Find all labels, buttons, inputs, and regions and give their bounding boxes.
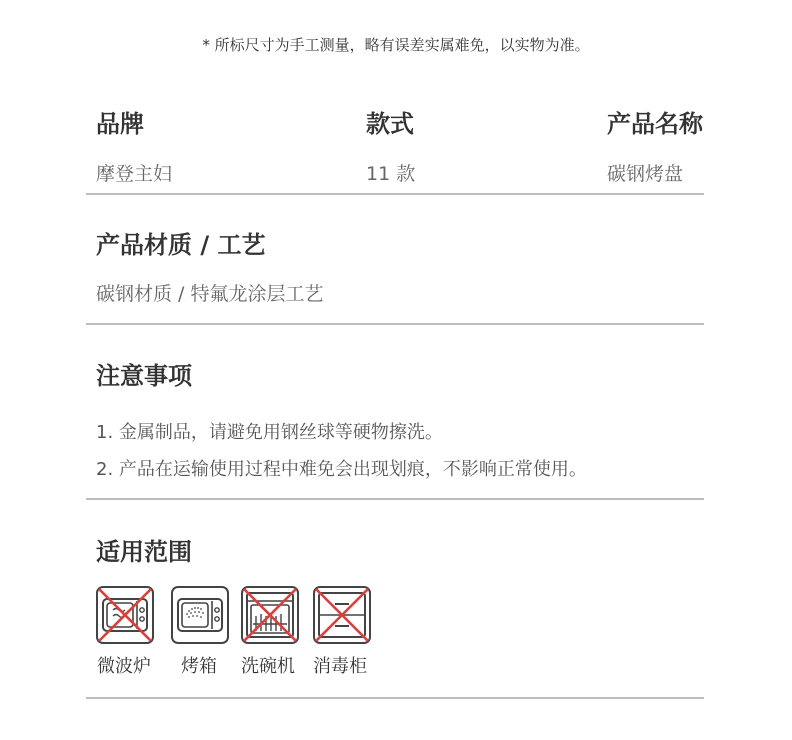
divider xyxy=(86,697,704,699)
product-name-label: 产品名称 xyxy=(607,110,703,138)
dishwasher-label: 洗碗机 xyxy=(241,656,295,677)
divider xyxy=(86,323,704,325)
microwave-label: 微波炉 xyxy=(97,656,151,677)
sterilizer-cabinet-icon xyxy=(313,586,371,644)
notice-item: 1. 金属制品，请避免用钢丝球等硬物擦洗。 xyxy=(96,422,443,443)
oven-icon xyxy=(171,586,229,644)
brand-label: 品牌 xyxy=(96,110,144,138)
material-value: 碳钢材质 / 特氟龙涂层工艺 xyxy=(96,283,324,305)
material-title: 产品材质 / 工艺 xyxy=(96,231,266,259)
divider xyxy=(86,193,704,195)
style-value: 11 款 xyxy=(366,163,416,185)
usage-title: 适用范围 xyxy=(96,538,192,566)
notice-title: 注意事项 xyxy=(96,362,192,390)
sterilizer-cabinet-label: 消毒柜 xyxy=(313,656,367,677)
divider xyxy=(86,498,704,500)
dishwasher-icon xyxy=(241,586,299,644)
oven-label: 烤箱 xyxy=(181,656,217,677)
measurement-note: * 所标尺寸为手工测量，略有误差实属难免，以实物为准。 xyxy=(202,36,590,54)
brand-value: 摩登主妇 xyxy=(96,163,173,185)
style-label: 款式 xyxy=(366,110,414,138)
microwave-icon xyxy=(96,586,154,644)
product-name-value: 碳钢烤盘 xyxy=(607,163,684,185)
notice-item: 2. 产品在运输使用过程中难免会出现划痕，不影响正常使用。 xyxy=(96,459,587,480)
